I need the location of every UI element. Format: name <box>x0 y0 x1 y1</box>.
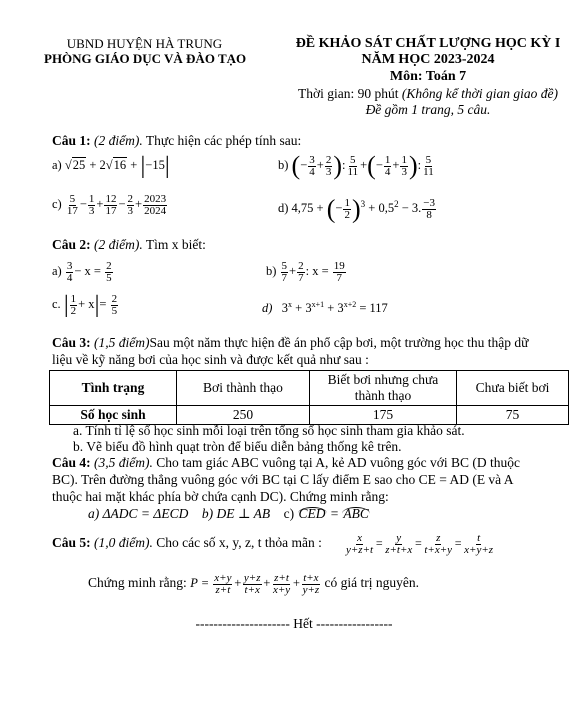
table-header-not-proficient: Biết bơi nhưng chưa thành thạo <box>310 371 457 406</box>
q1-part-c: c) $\frac{5}{17}$ − $\frac{1}{3}$ + $\frac{12}{17}$ − $\frac{2}{3}$ + $\frac{2023}{2024}$ <box>52 192 167 217</box>
q2-prompt: Tìm x biết: <box>142 237 206 252</box>
q3-label: Câu 3: <box>52 335 91 350</box>
q3-part-b: b. Vẽ biểu đồ hình quạt tròn để biểu diễn bảng thống kê trên. <box>73 439 402 454</box>
q1-b-label: b) <box>278 158 289 172</box>
q4-points: (3,5 điểm). <box>90 455 153 470</box>
table-header-status: Tình trạng <box>50 371 177 406</box>
q3-points: (1,5 điểm) <box>90 335 150 350</box>
q4-label: Câu 4: <box>52 455 91 470</box>
q4-line2: BC). Trên đường thẳng vuông góc với BC tại C lấy điểm E sao cho CE = AD (E và A <box>52 472 514 487</box>
q2-part-c: c. | $\frac{1}{2}$ + x|= $\frac{2}{5}$ <box>52 292 118 319</box>
q3-line2: liệu về kỹ năng bơi của học sinh và được kết quả như sau : <box>52 352 369 367</box>
q4-line3: thuộc hai mặt khác phía bờ chứa cạnh DC). Chứng minh rằng: <box>52 489 389 504</box>
table-row <box>50 406 569 425</box>
q1-d-label: d) <box>278 201 289 216</box>
q3-part-a: a. Tính tỉ lệ số học sinh mỗi loại trên tổng số học sinh tham gia khảo sát. <box>73 423 465 438</box>
table-header-row <box>50 371 569 406</box>
q5-prove-line <box>88 566 419 600</box>
q3-line1 <box>52 335 528 351</box>
time-note: (Không kể thời gian giao đề) <box>401 86 558 101</box>
q2-d-label: d) <box>262 301 273 316</box>
q4-line1 <box>52 455 520 471</box>
school-year: NĂM HỌC 2023-2024 <box>361 52 495 67</box>
q5-conclusion: có giá trị nguyên. <box>324 575 420 590</box>
q2-points: (2 điểm). <box>90 237 143 252</box>
q2-c-label: c. <box>52 297 61 311</box>
department-name: PHÒNG GIÁO DỤC VÀ ĐÀO TẠO <box>44 51 247 66</box>
end-marker: --------------------- Hết ----------------- <box>195 616 393 631</box>
time-info <box>283 86 573 102</box>
q5-label: Câu 5: <box>52 535 91 550</box>
table-cell: 250 <box>177 406 310 425</box>
q1-a-label: a) <box>52 158 62 172</box>
q3-prompt-line1: Sau một năm thực hiện đề án phổ cập bơi, một trường học thu thập dữ <box>149 335 529 350</box>
time-label: Thời gian: 90 phút <box>298 86 402 101</box>
q1-part-b: b) (− $\frac{3}{4}$ + $\frac{2}{3}$ ): $\frac{5}{11}$ +(− $\frac{1}{4}$ + $\frac{1}{3}$ ): $\frac{5}{11}$ <box>278 151 434 181</box>
q1-part-d: d) 4,75 + (− $\frac{1}{2}$ )$^3 + 0,5^2 - 3$. $\frac{-3}{8}$ <box>278 194 435 224</box>
q4-part-b: b) DE ⊥ AB <box>201 506 271 521</box>
q4-parts: a) ΔADC = ΔECD b) DE ⊥ AB c) CED = ABC <box>88 506 369 521</box>
subject: Môn: Toán 7 <box>389 69 467 84</box>
q5-heading <box>52 535 322 551</box>
q2-label: Câu 2: <box>52 237 91 252</box>
authority-name: UBND HUYỆN HÀ TRUNG <box>66 36 223 51</box>
q5-expression: P = $\frac{x+y}{z+t}$ + $\frac{y+z}{t+x}$ + $\frac{z+t}{x+y}$ + $\frac{t+x}{y+z}$ <box>190 571 320 596</box>
q4-text-line1: Cho tam giác ABC vuông tại A, kẻ AD vuông góc với BC (D thuộc <box>152 455 520 470</box>
exam-title: ĐỀ KHẢO SÁT CHẤT LƯỢNG HỌC KỲ I <box>295 36 561 51</box>
q1-part-a: a) √25 + 2√16 + |−15| <box>52 153 170 180</box>
q2-b-label: b) <box>266 264 277 278</box>
q1-c-label: c) <box>52 197 62 211</box>
table-header-proficient: Bơi thành thạo <box>177 371 310 406</box>
table-row-label: Số học sinh <box>50 406 177 425</box>
q5-prove-label: Chứng minh rằng: <box>88 575 187 590</box>
table-cell: 75 <box>457 406 569 425</box>
q5-condition-formula: $\frac{x}{y+z+t}$ = $\frac{y}{z+t+x}$ = $\frac{z}{t+x+y}$ = $\frac{t}{x+y+z}$ <box>346 531 494 556</box>
q1-points: (2 điểm). <box>90 133 143 148</box>
q5-prompt: Cho các số x, y, z, t thỏa mãn : <box>152 535 322 550</box>
table-header-cannot-swim: Chưa biết bơi <box>457 371 569 406</box>
q5-points: (1,0 điểm). <box>90 535 153 550</box>
q4-part-c-label: c) <box>283 506 295 521</box>
table-cell: 175 <box>310 406 457 425</box>
q2-a-label: a) <box>52 264 62 278</box>
q1-label: Câu 1: <box>52 133 91 148</box>
q4-part-a: a) ΔADC = ΔECD <box>88 506 189 521</box>
q2-heading <box>52 237 206 253</box>
swimming-stats-table <box>49 370 569 425</box>
q2-part-d: d) $3^x + 3^{x+1} + 3^{x+2} = 117$ <box>262 300 388 316</box>
q2-part-a: a) $\frac{3}{4}$ − x = $\frac{2}{5}$ <box>52 259 112 284</box>
q1-prompt: Thực hiện các phép tính sau: <box>142 133 302 148</box>
pages-note: Đề gồm 1 trang, 5 câu. <box>365 102 491 117</box>
q2-part-b: b) $\frac{5}{7}$ + $\frac{2}{7}$ : x = $\frac{19}{7}$ <box>266 259 345 284</box>
q1-heading <box>52 133 301 149</box>
